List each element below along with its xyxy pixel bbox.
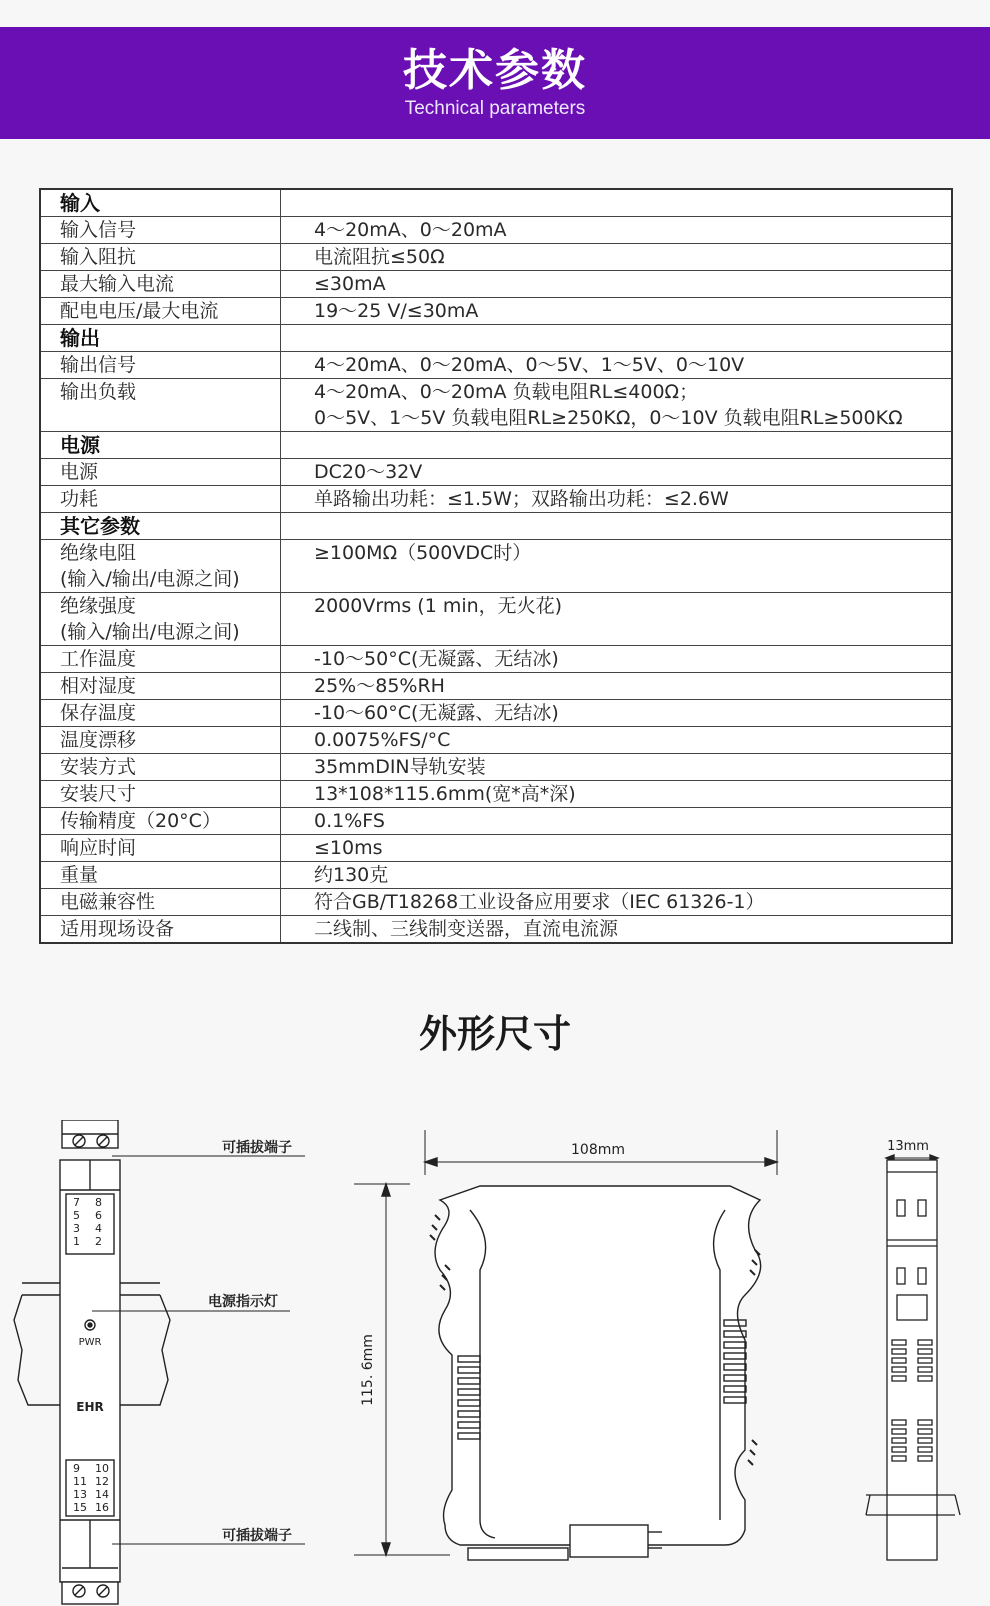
page-title: 技术参数 (403, 45, 587, 96)
spec-value: ≤30mA (281, 271, 953, 298)
spec-value: 35mmDIN导轨安装 (281, 754, 953, 781)
terminal-number: 5 (73, 1209, 80, 1222)
terminal-number: 2 (95, 1235, 102, 1248)
callout-bottom-terminal: 可插拔端子 (222, 1528, 292, 1544)
spec-row (40, 271, 952, 298)
end-view (866, 1155, 960, 1560)
spec-row (40, 862, 952, 889)
spec-row (40, 217, 952, 244)
spec-label: 保存温度 (40, 700, 281, 727)
terminal-number: 8 (95, 1196, 102, 1209)
terminal-number: 10 (95, 1462, 109, 1475)
spec-label: 功耗 (40, 486, 281, 513)
spec-value: ≤10ms (281, 835, 953, 862)
spec-label: 输出负载 (40, 379, 281, 432)
spec-row (40, 808, 952, 835)
spec-value: -10～50°C(无凝露、无结冰) (281, 646, 953, 673)
spec-value: 0.0075%FS/°C (281, 727, 953, 754)
spec-row (40, 298, 952, 325)
spec-value: 4～20mA、0～20mA、0～5V、1～5V、0～10V (281, 352, 953, 379)
side-height-label: 115. 6mm (360, 1334, 376, 1406)
terminal-number: 12 (95, 1475, 109, 1488)
spec-row (40, 540, 952, 593)
spec-row (40, 727, 952, 754)
led-label: PWR (78, 1337, 102, 1348)
spec-label: 输出信号 (40, 352, 281, 379)
spec-row (40, 700, 952, 727)
terminal-number: 14 (95, 1488, 109, 1501)
terminal-number: 11 (73, 1475, 87, 1488)
spec-label: 传输精度（20°C） (40, 808, 281, 835)
spec-value (281, 513, 953, 540)
spec-row (40, 244, 952, 271)
terminal-number: 3 (73, 1222, 80, 1235)
spec-section-row (40, 325, 952, 352)
header-banner (0, 27, 990, 139)
spec-value (281, 432, 953, 459)
spec-row (40, 352, 952, 379)
spec-table (39, 188, 953, 944)
spec-row (40, 593, 952, 646)
spec-row (40, 379, 952, 432)
spec-label: 电源 (40, 459, 281, 486)
terminal-number: 15 (73, 1501, 87, 1514)
spec-value: 4～20mA、0～20mA (281, 217, 953, 244)
module-side-body (435, 1186, 761, 1545)
spec-value: 0.1%FS (281, 808, 953, 835)
spec-row (40, 916, 952, 944)
spec-label: 重量 (40, 862, 281, 889)
spec-section-row (40, 513, 952, 540)
spec-value: 电流阻抗≤50Ω (281, 244, 953, 271)
spec-row (40, 459, 952, 486)
end-width-label: 13mm (887, 1139, 929, 1154)
model-label: EHR (76, 1400, 104, 1414)
spec-value: -10～60°C(无凝露、无结冰) (281, 700, 953, 727)
spec-value: 单路输出功耗：≤1.5W；双路输出功耗：≤2.6W (281, 486, 953, 513)
spec-row (40, 673, 952, 700)
spec-value: 4～20mA、0～20mA 负载电阻RL≤400Ω； 0～5V、1～5V 负载电阻RL≥250KΩ，0～10V 负载电阻RL≥500KΩ (281, 379, 953, 432)
spec-row (40, 486, 952, 513)
terminal-number: 6 (95, 1209, 102, 1222)
module-end-body (887, 1160, 937, 1560)
spec-label: 输入 (40, 189, 281, 217)
terminal-number: 9 (73, 1462, 80, 1475)
spec-section-row (40, 432, 952, 459)
terminal-number: 13 (73, 1488, 87, 1501)
spec-value: ≥100MΩ（500VDC时） (281, 540, 953, 593)
spec-row (40, 835, 952, 862)
dimensions-title: 外形尺寸 (418, 1012, 571, 1056)
spec-label: 输出 (40, 325, 281, 352)
spec-label: 适用现场设备 (40, 916, 281, 944)
spec-label: 绝缘电阻 (输入/输出/电源之间) (40, 540, 281, 593)
terminal-number: 4 (95, 1222, 102, 1235)
spec-label: 绝缘强度 (输入/输出/电源之间) (40, 593, 281, 646)
side-width-label: 108mm (571, 1142, 625, 1158)
spec-label: 工作温度 (40, 646, 281, 673)
spec-label: 其它参数 (40, 513, 281, 540)
spec-row (40, 781, 952, 808)
spec-label: 输入阻抗 (40, 244, 281, 271)
spec-label: 响应时间 (40, 835, 281, 862)
spec-label: 相对湿度 (40, 673, 281, 700)
spec-label: 安装尺寸 (40, 781, 281, 808)
spec-row (40, 889, 952, 916)
terminal-number: 1 (73, 1235, 80, 1248)
spec-section-row (40, 189, 952, 217)
spec-row (40, 646, 952, 673)
spec-value (281, 325, 953, 352)
spec-label: 温度漂移 (40, 727, 281, 754)
module-front-body (60, 1160, 120, 1582)
spec-value: DC20～32V (281, 459, 953, 486)
spec-label: 电源 (40, 432, 281, 459)
terminal-number: 16 (95, 1501, 109, 1514)
spec-label: 输入信号 (40, 217, 281, 244)
callout-power-led: 电源指示灯 (208, 1294, 278, 1310)
spec-value: 符合GB/T18268工业设备应用要求（IEC 61326-1） (281, 889, 953, 916)
spec-value: 19～25 V/≤30mA (281, 298, 953, 325)
spec-value: 二线制、三线制变送器，直流电流源 (281, 916, 953, 944)
spec-value: 约130克 (281, 862, 953, 889)
callout-top-terminal: 可插拔端子 (222, 1140, 292, 1156)
spec-row (40, 754, 952, 781)
spec-label: 配电电压/最大电流 (40, 298, 281, 325)
spec-value: 2000Vrms (1 min，无火花) (281, 593, 953, 646)
spec-label: 电磁兼容性 (40, 889, 281, 916)
spec-value: 13*108*115.6mm(宽*高*深) (281, 781, 953, 808)
dimension-drawing (0, 1120, 990, 1606)
side-view (354, 1130, 777, 1560)
page-subtitle: Technical parameters (404, 98, 586, 119)
spec-value: 25%～85%RH (281, 673, 953, 700)
spec-label: 最大输入电流 (40, 271, 281, 298)
spec-label: 安装方式 (40, 754, 281, 781)
spec-value (281, 189, 953, 217)
terminal-number: 7 (73, 1196, 80, 1209)
